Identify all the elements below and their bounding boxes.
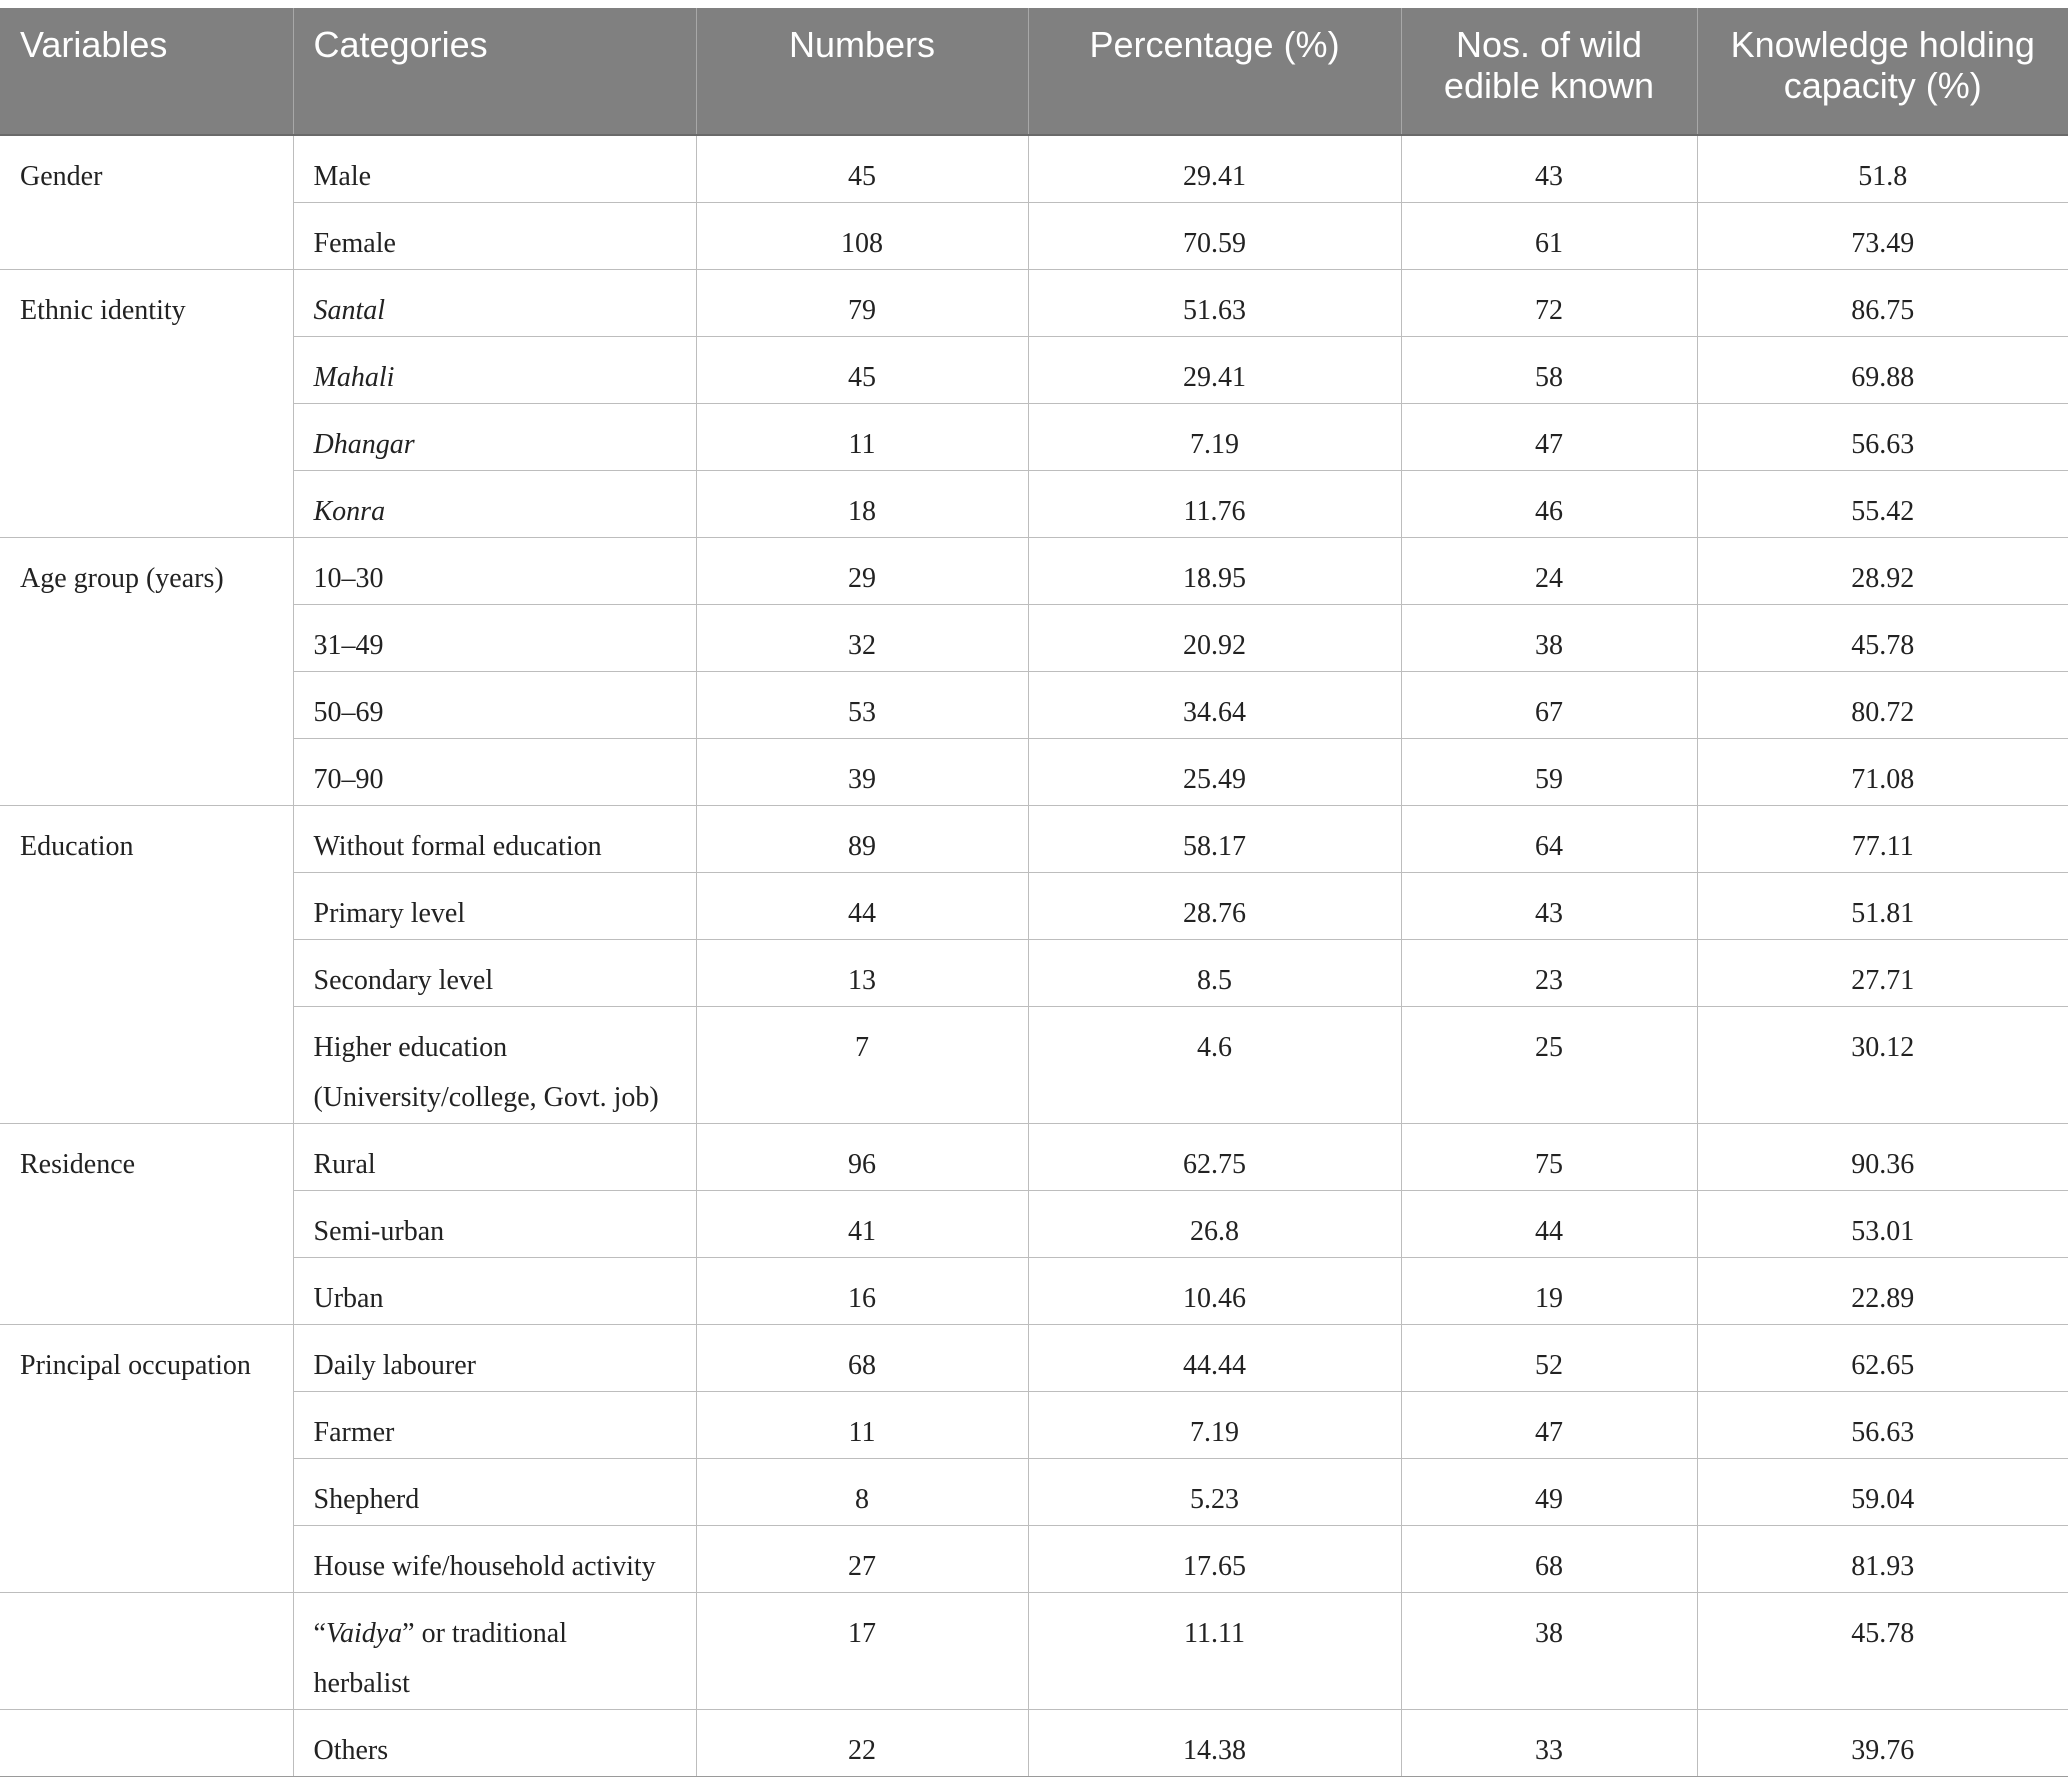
percentage-cell: 20.92	[1028, 605, 1401, 672]
capacity-cell: 90.36	[1697, 1124, 2068, 1191]
known-cell: 72	[1401, 270, 1697, 337]
table-container	[0, 8, 2068, 1777]
demographics-table	[0, 8, 2068, 1777]
known-cell: 47	[1401, 404, 1697, 471]
table-row	[0, 1191, 2068, 1258]
variable-cell: Age group (years)	[0, 538, 293, 806]
table-row	[0, 1526, 2068, 1593]
header-row	[0, 8, 2068, 135]
category-cell: Santal	[293, 270, 696, 337]
numbers-cell: 108	[696, 203, 1028, 270]
capacity-cell: 80.72	[1697, 672, 2068, 739]
table-row	[0, 672, 2068, 739]
known-cell: 68	[1401, 1526, 1697, 1593]
category-cell	[293, 1593, 696, 1710]
category-cell: Daily labourer	[293, 1325, 696, 1392]
table-row	[0, 1007, 2068, 1124]
percentage-cell: 34.64	[1028, 672, 1401, 739]
capacity-cell: 45.78	[1697, 1593, 2068, 1710]
percentage-cell: 26.8	[1028, 1191, 1401, 1258]
percentage-cell: 58.17	[1028, 806, 1401, 873]
percentage-cell: 51.63	[1028, 270, 1401, 337]
capacity-cell: 71.08	[1697, 739, 2068, 806]
known-cell: 23	[1401, 940, 1697, 1007]
known-cell: 44	[1401, 1191, 1697, 1258]
percentage-cell: 14.38	[1028, 1710, 1401, 1777]
table-row	[0, 135, 2068, 203]
percentage-cell: 29.41	[1028, 135, 1401, 203]
capacity-cell: 39.76	[1697, 1710, 2068, 1777]
category-cell: 70–90	[293, 739, 696, 806]
table-row	[0, 739, 2068, 806]
known-cell: 52	[1401, 1325, 1697, 1392]
capacity-cell: 86.75	[1697, 270, 2068, 337]
category-cell: Semi-urban	[293, 1191, 696, 1258]
category-cell: Others	[293, 1710, 696, 1777]
variable-cell: Residence	[0, 1124, 293, 1325]
table-row	[0, 1124, 2068, 1191]
category-line: (University/college, Govt. job)	[313, 1082, 659, 1113]
numbers-cell: 45	[696, 135, 1028, 203]
known-cell: 47	[1401, 1392, 1697, 1459]
category-line: Higher education	[313, 1032, 508, 1063]
known-cell: 46	[1401, 471, 1697, 538]
percentage-cell: 10.46	[1028, 1258, 1401, 1325]
category-cell: Without formal education	[293, 806, 696, 873]
table-row	[0, 873, 2068, 940]
table-row	[0, 940, 2068, 1007]
vaidya-term: Vaidya	[325, 1618, 403, 1649]
category-cell: Shepherd	[293, 1459, 696, 1526]
capacity-cell: 51.81	[1697, 873, 2068, 940]
known-cell: 19	[1401, 1258, 1697, 1325]
table-row	[0, 1593, 2068, 1710]
numbers-cell: 11	[696, 1392, 1028, 1459]
numbers-cell: 44	[696, 873, 1028, 940]
category-cell: Male	[293, 135, 696, 203]
numbers-cell: 18	[696, 471, 1028, 538]
known-cell: 25	[1401, 1007, 1697, 1124]
table-row	[0, 1710, 2068, 1777]
table-row	[0, 806, 2068, 873]
category-cell: 10–30	[293, 538, 696, 605]
numbers-cell: 32	[696, 605, 1028, 672]
percentage-cell: 17.65	[1028, 1526, 1401, 1593]
capacity-cell: 73.49	[1697, 203, 2068, 270]
capacity-cell: 56.63	[1697, 404, 2068, 471]
known-cell: 58	[1401, 337, 1697, 404]
capacity-cell: 27.71	[1697, 940, 2068, 1007]
variable-cell: Ethnic identity	[0, 270, 293, 538]
known-cell: 38	[1401, 1593, 1697, 1710]
category-cell: Primary level	[293, 873, 696, 940]
table-body	[0, 135, 2068, 1777]
percentage-cell: 5.23	[1028, 1459, 1401, 1526]
numbers-cell: 17	[696, 1593, 1028, 1710]
table-row	[0, 270, 2068, 337]
numbers-cell: 8	[696, 1459, 1028, 1526]
numbers-cell: 45	[696, 337, 1028, 404]
capacity-cell: 81.93	[1697, 1526, 2068, 1593]
numbers-cell: 79	[696, 270, 1028, 337]
percentage-cell: 7.19	[1028, 1392, 1401, 1459]
percentage-cell: 8.5	[1028, 940, 1401, 1007]
category-cell: Farmer	[293, 1392, 696, 1459]
table-row	[0, 203, 2068, 270]
capacity-cell: 51.8	[1697, 135, 2068, 203]
numbers-cell: 53	[696, 672, 1028, 739]
category-cell: Urban	[293, 1258, 696, 1325]
percentage-cell: 7.19	[1028, 404, 1401, 471]
header-numbers: Numbers	[696, 8, 1028, 135]
numbers-cell: 39	[696, 739, 1028, 806]
table-row	[0, 605, 2068, 672]
numbers-cell: 89	[696, 806, 1028, 873]
numbers-cell: 68	[696, 1325, 1028, 1392]
category-cell: Female	[293, 203, 696, 270]
table-row	[0, 1325, 2068, 1392]
table-row	[0, 1392, 2068, 1459]
table-row	[0, 337, 2068, 404]
table-row	[0, 1258, 2068, 1325]
capacity-cell: 45.78	[1697, 605, 2068, 672]
known-cell: 75	[1401, 1124, 1697, 1191]
variable-cell	[0, 1710, 293, 1777]
category-cell: 31–49	[293, 605, 696, 672]
capacity-cell: 53.01	[1697, 1191, 2068, 1258]
variable-cell: Education	[0, 806, 293, 1124]
category-text: ” or traditional	[402, 1618, 567, 1649]
known-cell: 49	[1401, 1459, 1697, 1526]
capacity-cell: 22.89	[1697, 1258, 2068, 1325]
table-row	[0, 538, 2068, 605]
category-cell: Konra	[293, 471, 696, 538]
known-cell: 43	[1401, 135, 1697, 203]
category-text-line2: herbalist	[313, 1668, 410, 1699]
header-wild-edible-known: Nos. of wild edible known	[1401, 8, 1697, 135]
variable-cell: Gender	[0, 135, 293, 270]
percentage-cell: 28.76	[1028, 873, 1401, 940]
capacity-cell: 55.42	[1697, 471, 2068, 538]
table-row	[0, 404, 2068, 471]
percentage-cell: 18.95	[1028, 538, 1401, 605]
table-row	[0, 1459, 2068, 1526]
percentage-cell: 70.59	[1028, 203, 1401, 270]
capacity-cell: 59.04	[1697, 1459, 2068, 1526]
capacity-cell: 77.11	[1697, 806, 2068, 873]
numbers-cell: 13	[696, 940, 1028, 1007]
table-row	[0, 471, 2068, 538]
known-cell: 59	[1401, 739, 1697, 806]
numbers-cell: 41	[696, 1191, 1028, 1258]
variable-cell	[0, 1593, 293, 1710]
known-cell: 24	[1401, 538, 1697, 605]
header-categories: Categories	[293, 8, 696, 135]
category-cell: Mahali	[293, 337, 696, 404]
numbers-cell: 22	[696, 1710, 1028, 1777]
capacity-cell: 62.65	[1697, 1325, 2068, 1392]
numbers-cell: 16	[696, 1258, 1028, 1325]
percentage-cell: 11.76	[1028, 471, 1401, 538]
known-cell: 67	[1401, 672, 1697, 739]
capacity-cell: 30.12	[1697, 1007, 2068, 1124]
known-cell: 38	[1401, 605, 1697, 672]
header-knowledge-capacity: Knowledge holding capacity (%)	[1697, 8, 2068, 135]
percentage-cell: 25.49	[1028, 739, 1401, 806]
known-cell: 43	[1401, 873, 1697, 940]
table-header	[0, 8, 2068, 135]
category-cell: Dhangar	[293, 404, 696, 471]
known-cell: 64	[1401, 806, 1697, 873]
numbers-cell: 7	[696, 1007, 1028, 1124]
known-cell: 33	[1401, 1710, 1697, 1777]
category-cell: Secondary level	[293, 940, 696, 1007]
numbers-cell: 29	[696, 538, 1028, 605]
category-cell: Rural	[293, 1124, 696, 1191]
category-cell: House wife/household activity	[293, 1526, 696, 1593]
variable-cell: Principal occupation	[0, 1325, 293, 1593]
numbers-cell: 96	[696, 1124, 1028, 1191]
percentage-cell: 11.11	[1028, 1593, 1401, 1710]
quote-open: “	[313, 1618, 326, 1649]
percentage-cell: 44.44	[1028, 1325, 1401, 1392]
header-variables: Variables	[0, 8, 293, 135]
percentage-cell: 62.75	[1028, 1124, 1401, 1191]
capacity-cell: 28.92	[1697, 538, 2068, 605]
percentage-cell: 4.6	[1028, 1007, 1401, 1124]
header-percentage: Percentage (%)	[1028, 8, 1401, 135]
known-cell: 61	[1401, 203, 1697, 270]
numbers-cell: 11	[696, 404, 1028, 471]
category-cell: 50–69	[293, 672, 696, 739]
category-cell	[293, 1007, 696, 1124]
numbers-cell: 27	[696, 1526, 1028, 1593]
percentage-cell: 29.41	[1028, 337, 1401, 404]
capacity-cell: 69.88	[1697, 337, 2068, 404]
capacity-cell: 56.63	[1697, 1392, 2068, 1459]
